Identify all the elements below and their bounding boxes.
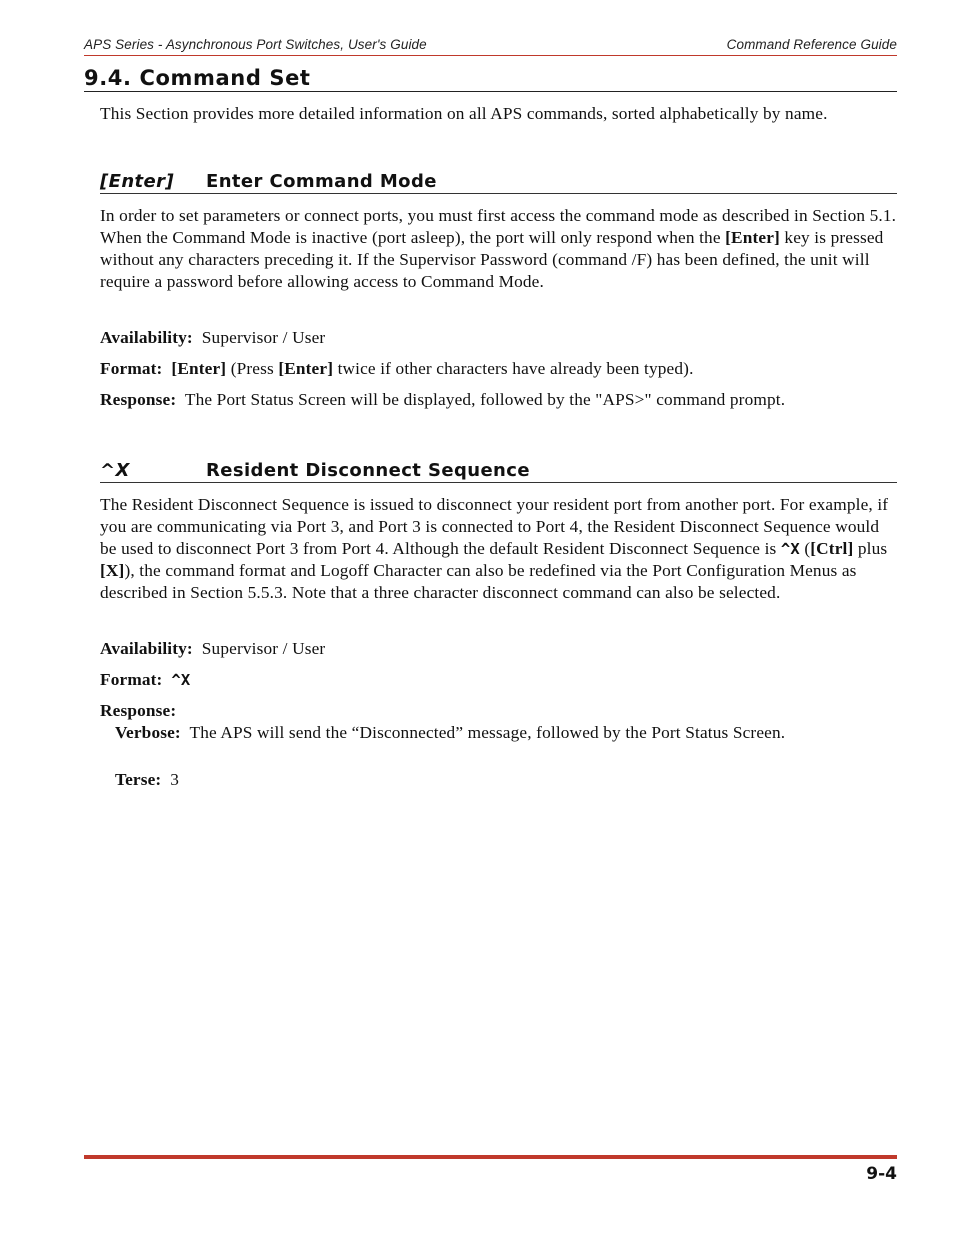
enter-availability: Availability: Supervisor / User <box>100 328 326 347</box>
page-header <box>84 37 897 56</box>
enter-response: Response: The Port Status Screen will be displayed, followed by the "APS>" command prompt. <box>100 390 786 409</box>
ctrlx-availability: Availability: Supervisor / User <box>100 639 326 658</box>
ctrlx-command-heading <box>100 460 897 483</box>
page-number: 9-4 <box>866 1164 897 1184</box>
enter-command-key: [Enter] <box>100 171 175 192</box>
ctrlx-format: Format: ^X <box>100 670 191 689</box>
footer-rule <box>84 1155 897 1159</box>
ctrlx-description: The Resident Disconnect Sequence is issued to disconnect your resident port from another port. For example, if you are communicating via Port 3, and Port 3 is connected to Port 4, the Resident Disconnect Sequence would be used to disconnect Port 3 from Port 4. Although the default Resident Disconnect Sequence is ^X ([Ctrl] plus [X]), the command format and Logoff Character can also be redefined via the Port Configuration Menus as described in Section 5.5.3. Note that a three character disconnect command can also be selected. <box>100 495 889 602</box>
enter-description: In order to set parameters or connect ports, you must first access the command mode as described in Section 5.1. When the Command Mode is inactive (port asleep), the port will only respond when the [Enter] key is pressed without any characters preceding it. If the Supervisor Password (command /F) has been defined, the unit will require a password before allowing access to Command Mode. <box>100 206 897 291</box>
section-intro: This Section provides more detailed information on all APS commands, sorted alphabetically by name. <box>100 104 828 123</box>
ctrlx-response-verbose: Verbose: The APS will send the “Disconnected” message, followed by the Port Status Screen. <box>115 723 786 742</box>
ctrlx-response-label: Response: <box>100 701 177 720</box>
ctrlx-response-terse: Terse: 3 <box>115 770 180 789</box>
ctrlx-command-title: Resident Disconnect Sequence <box>206 460 530 481</box>
ctrlx-command-key: ^X <box>100 460 130 481</box>
header-doc-title: APS Series - Asynchronous Port Switches, User's Guide <box>84 37 427 52</box>
section-title: 9.4. Command Set <box>84 66 897 92</box>
header-chapter-title: Command Reference Guide <box>726 37 897 52</box>
enter-command-heading <box>100 171 897 194</box>
enter-command-title: Enter Command Mode <box>206 171 437 192</box>
enter-format: Format: [Enter] (Press [Enter] twice if other characters have already been typed). <box>100 359 694 378</box>
